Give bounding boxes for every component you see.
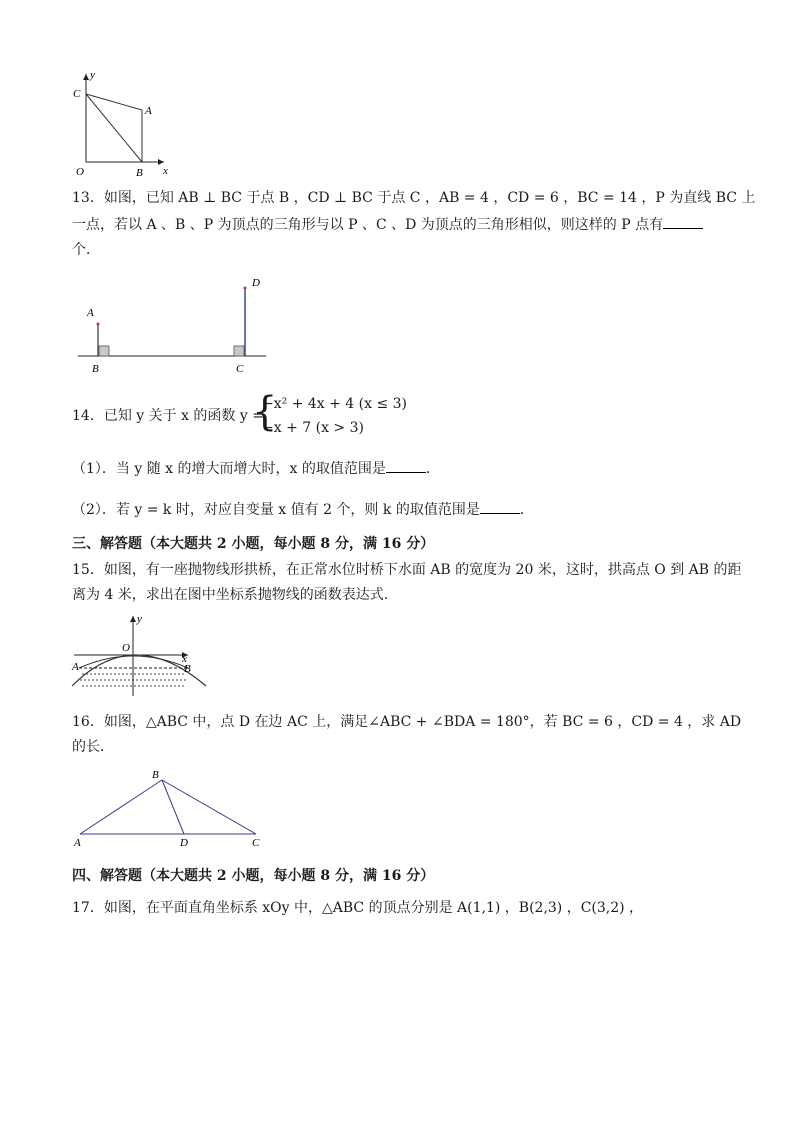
q15-text-line1: 15．如图，有一座抛物线形拱桥，在正常水位时桥下水面 AB 的宽度为 20 米，这时，拱高点 O 到 AB 的距 [72,562,742,578]
fig13-label-c: C [236,363,244,375]
q13-text-line2-body: 一点，若以 A 、B 、P 为顶点的三角形与以 P 、C 、D 为顶点的三角形相似，则这样的 P 点有 [72,217,664,233]
fig12-label-c: C [73,88,81,100]
q14-stem: 14．已知 y 关于 x 的函数 y = [72,408,264,424]
q14-part1 [72,458,440,479]
q14-case1: −x² + 4x + 4 (x ≤ 3) [262,396,408,412]
q13-text-line3: 个． [72,242,100,258]
q13-text-line1: 13．如图，已知 AB ⊥ BC 于点 B ，CD ⊥ BC 于点 C ，AB = 4 ，CD = 6 ，BC = 14 ，P 为直线 BC 上 [72,190,756,206]
fig12-label-a: A [145,105,152,117]
fig13-label-d: D [252,277,260,289]
q14-part2 [72,499,534,520]
fig12-label-o: O [76,166,84,178]
fig16-label-b: B [152,769,159,781]
fig15-label-o: O [122,642,130,654]
fig13-label-b: B [92,363,99,375]
figure-q15 [70,610,220,700]
fig15-label-x: x [182,653,187,665]
figure-q12 [66,66,176,182]
q14-part1-blank[interactable] [386,458,426,473]
fig16-label-c: C [252,837,260,849]
fig15-label-a: A [72,661,79,673]
q13-text-line2 [72,214,703,235]
fig15-label-b: B [184,663,191,675]
fig16-label-d: D [180,837,188,849]
q14-brace: { [252,389,278,435]
fig16-label-a: A [74,837,81,849]
q14-part2-end: ． [519,502,534,518]
q14-part2-blank[interactable] [480,499,520,514]
q16-text-line2: 的长． [72,739,114,755]
q16-text-line1: 16．如图，△ABC 中，点 D 在边 AC 上，满足∠ABC + ∠BDA = 180°，若 BC = 6 ，CD = 4 ，求 AD [72,714,742,730]
fig12-label-y: y [90,69,95,81]
fig15-label-y: y [137,613,142,625]
fig12-label-x: x [163,165,168,177]
q14-case2: −x + 7 (x > 3) [262,420,364,436]
section-4-heading: 四、解答题（本大题共 2 小题，每小题 8 分，满 16 分） [72,868,435,884]
q15-text-line2: 离为 4 米，求出在图中坐标系抛物线的函数表达式． [72,587,398,603]
q14-part2-text: （2）．若 y = k 时，对应自变量 x 值有 2 个，则 k 的取值范围是 [72,502,480,518]
q14-part1-end: ． [425,461,440,477]
section-3-heading: 三、解答题（本大题共 2 小题，每小题 8 分，满 16 分） [72,536,435,552]
figure-q16 [70,766,270,850]
q17-text-line1: 17．如图，在平面直角坐标系 xOy 中，△ABC 的顶点分别是 A(1,1) ，B(2,3) ，C(3,2) ， [72,900,644,916]
fig12-label-b: B [136,167,143,179]
q14-part1-text: （1）．当 y 随 x 的增大而增大时，x 的取值范围是 [72,461,386,477]
figure-q13 [72,268,272,378]
fig13-label-a: A [87,307,94,319]
q13-answer-blank[interactable] [663,214,703,229]
